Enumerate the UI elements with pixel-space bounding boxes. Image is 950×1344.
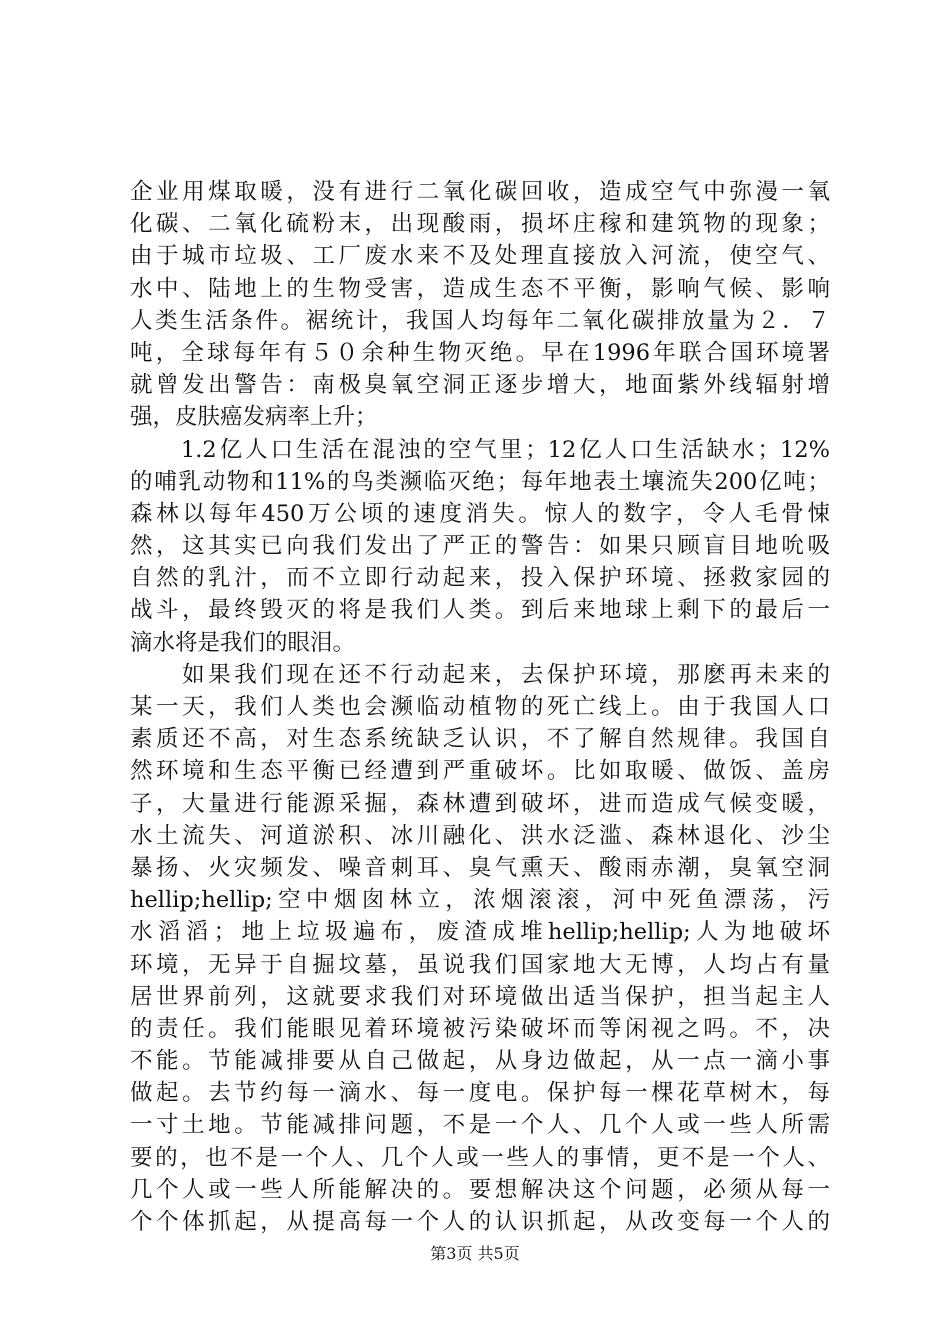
- text-line: 居世界前列，这就要求我们对环境做出适当保护，担当起主人: [130, 983, 830, 1010]
- text-line: 的责任。我们能眼见着环境被污染破坏而等闲视之吗。不，决: [130, 1015, 830, 1042]
- page-footer: 第3页 共5页: [430, 1244, 520, 1263]
- text-line: 的哺乳动物和11%的鸟类濒临灭绝；每年地表土壤流失200亿吨；: [130, 468, 830, 495]
- text-line: 做起。去节约每一滴水、每一度电。保护每一棵花草树木，每: [130, 1080, 830, 1107]
- body-text: [130, 176, 830, 1238]
- text-line: 然环境和生态平衡已经遭到严重破坏。比如取暖、做饭、盖房: [130, 758, 830, 785]
- text-line: 如果我们现在还不行动起来，去保护环境，那麽再未来的: [130, 661, 830, 688]
- text-line: 某一天，我们人类也会濒临动植物的死亡线上。由于我国人口: [130, 694, 830, 720]
- text-line: 自然的乳汁，而不立即行动起来，投入保护环境、拯救家园的: [130, 565, 830, 592]
- text-line: 企业用煤取暖，没有进行二氧化碳回收，造成空气中弥漫一氧: [130, 179, 830, 205]
- text-line: 化碳、二氧化硫粉末，出现酸雨，损坏庄稼和建筑物的现象；: [130, 211, 830, 238]
- text-line: 素质还不高，对生态系统缺乏认识，不了解自然规律。我国自: [130, 726, 830, 753]
- text-line: 个个体抓起，从提高每一个人的认识抓起，从改变每一个人的: [130, 1209, 830, 1235]
- text-line: 战斗，最终毁灭的将是我们人类。到后来地球上剩下的最后一: [130, 597, 830, 624]
- text-line: 1.2亿人口生活在混浊的空气里；12亿人口生活缺水；12%: [130, 436, 830, 463]
- text-line: 然，这其实已向我们发出了严正的警告：如果只顾盲目地吮吸: [130, 533, 830, 560]
- text-line: 就曾发出警告：南极臭氧空洞正逐步增大，地面紫外线辐射增: [130, 372, 830, 399]
- text-line: 要的，也不是一个人、几个人或一些人的事情，更不是一个人、: [130, 1144, 830, 1171]
- text-line: 水土流失、河道淤积、冰川融化、洪水泛滥、森林退化、沙尘: [130, 822, 830, 849]
- text-line: 强，皮肤癌发病率上升；: [130, 404, 378, 431]
- text-line: 水中、陆地上的生物受害，造成生态不平衡，影响气候、影响: [130, 275, 830, 302]
- text-line: 一寸土地。节能减排问题，不是一个人、几个人或一些人所需: [130, 1112, 830, 1139]
- text-line: 水滔滔；地上垃圾遍布，废渣成堆hellip;hellip;人为地破坏: [130, 919, 830, 946]
- text-line: hellip;hellip;空中烟囱林立，浓烟滚滚，河中死鱼漂荡，污: [130, 887, 830, 914]
- text-line: 由于城市垃圾、工厂废水来不及处理直接放入河流，使空气、: [130, 243, 830, 270]
- text-line: 不能。节能减排要从自己做起，从身边做起，从一点一滴小事: [130, 1048, 830, 1075]
- text-line: 人类生活条件。裾统计，我国人均每年二氧化碳排放量为２．７: [130, 307, 830, 334]
- text-line: 暴扬、火灾频发、噪音刺耳、臭气熏天、酸雨赤潮，臭氧空洞: [130, 854, 830, 881]
- text-line: 滴水将是我们的眼泪。: [130, 629, 356, 656]
- text-line: 子，大量进行能源采掘，森林遭到破坏，进而造成气候变暖，: [130, 790, 830, 817]
- text-line: 几个人或一些人所能解决的。要想解决这个问题，必须从每一: [130, 1176, 830, 1203]
- text-line: 吨，全球每年有５０余种生物灭绝。早在1996年联合国环境署: [130, 339, 830, 366]
- text-line: 森林以每年450万公顷的速度消失。惊人的数字，令人毛骨悚: [130, 500, 830, 527]
- text-line: 环境，无异于自掘坟墓，虽说我们国家地大无博，人均占有量: [130, 951, 830, 978]
